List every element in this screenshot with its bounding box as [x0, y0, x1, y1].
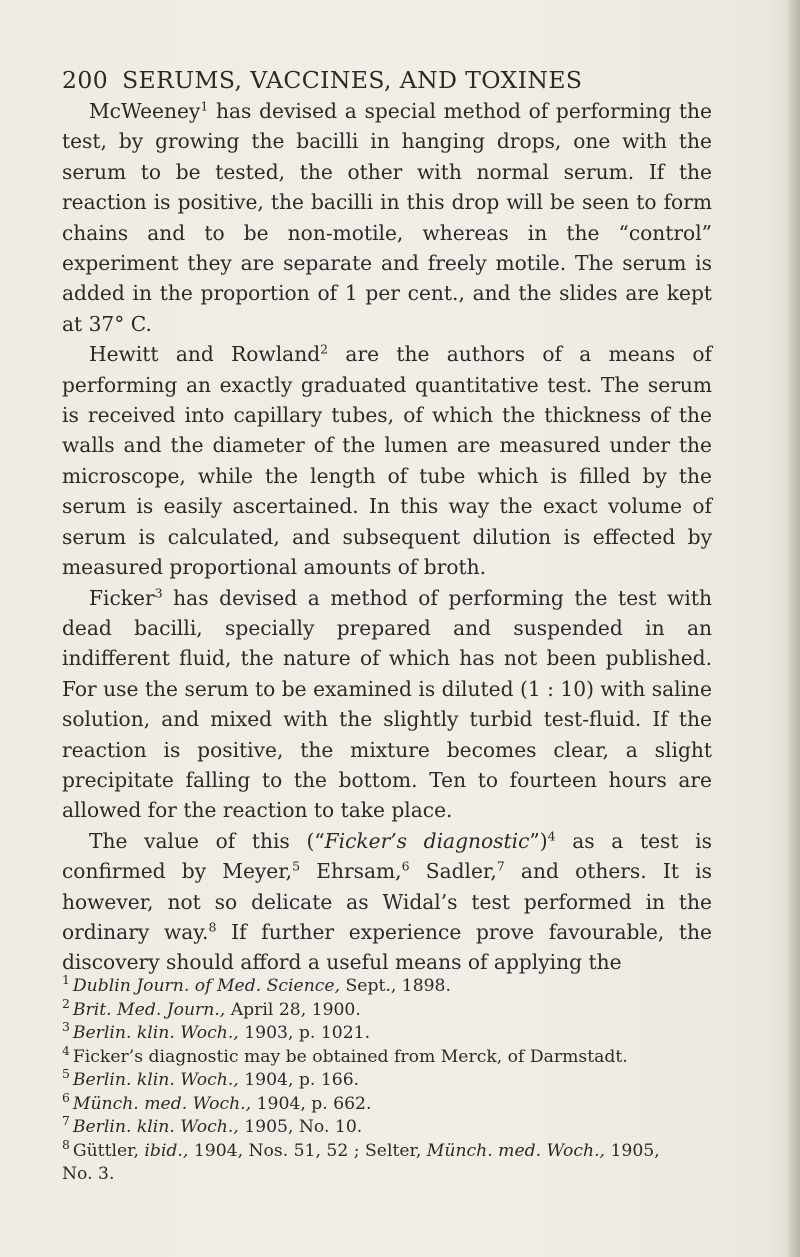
- running-header: [62, 66, 742, 94]
- text-run: Ficker: [89, 585, 155, 610]
- paragraph-value-of-test: [62, 826, 712, 978]
- footnote-source: ibid.,: [144, 1140, 189, 1161]
- footnote-continuation: No. 3.: [62, 1164, 115, 1184]
- footnote-text: 1904, p. 662.: [251, 1093, 372, 1114]
- footnote-ref: 6: [401, 858, 410, 874]
- footnote-text: Güttler,: [72, 1140, 145, 1161]
- footnote-text: 1903, p. 1021.: [238, 1023, 371, 1043]
- footnote-text: 1904, p. 166.: [238, 1070, 360, 1090]
- footnote-ref: 7: [496, 858, 505, 874]
- footnote-ref: 2: [320, 341, 329, 357]
- footnote-source: Münch. med. Woch.,: [72, 1093, 252, 1114]
- footnote-source: Berlin. klin. Woch.,: [72, 1023, 239, 1043]
- paragraph-ficker: [62, 583, 712, 826]
- text-run: ”): [529, 828, 548, 853]
- footnote: [62, 1116, 720, 1140]
- text-run: If further experience prove favourable, the discovery should afford a useful means of applying the: [62, 919, 712, 975]
- footnote-text: 1905, No. 10.: [238, 1117, 363, 1137]
- footnote-ref: 3: [154, 584, 163, 600]
- footnote: [62, 996, 720, 1023]
- footnote-mark: 4: [62, 1043, 70, 1058]
- footnote: [62, 1043, 720, 1070]
- paragraph-mcweeney: [62, 96, 712, 339]
- text-run: and others. It is however, not so delicate as Widal’s test performed in the ordinary way.: [62, 859, 712, 944]
- footnote-source: Dublin Journ. of Med. Science,: [72, 976, 341, 996]
- page-number: 200: [62, 66, 109, 94]
- text-run: Ehrsam,: [300, 859, 402, 884]
- footnote-source: Berlin. klin. Woch.,: [72, 1117, 239, 1137]
- body-text: [62, 96, 712, 978]
- text-run: has devised a method of performing the test with dead bacilli, specially prepared and suspended in an indifferent fluid, the nature of which has not been published. For use the serum to be examined is diluted (1 : 10) with saline solution, and mixed with the slightly turbid test-fluid. If the reaction is positive, the mixture becomes clear, a slight precipitate falling to the bottom. Ten to fourteen hours are allowed for the reaction to take place.: [62, 585, 712, 823]
- running-title: SERUMS, VACCINES, AND TOXINES: [122, 66, 583, 94]
- footnotes: [62, 975, 720, 1187]
- footnote: [62, 1090, 720, 1117]
- footnote-text: Ficker’s diagnostic may be obtained from Merck, of Darmstadt.: [72, 1046, 628, 1067]
- text-run: as a test is confirmed by Meyer,: [62, 828, 712, 884]
- footnote-mark: 8: [62, 1137, 70, 1152]
- text-run: The value of this (“: [89, 828, 325, 853]
- text-run: Hewitt and Rowland: [89, 342, 321, 367]
- footnote: [62, 1022, 720, 1046]
- footnote: [62, 1137, 720, 1164]
- italic-title: Ficker’s diagnostic: [324, 828, 530, 853]
- footnote-mark: 5: [62, 1067, 70, 1082]
- text-run: Sadler,: [409, 859, 497, 884]
- paragraph-hewitt-rowland: [62, 339, 712, 582]
- footnote-mark: 7: [62, 1114, 70, 1129]
- footnote-ref: 5: [292, 858, 301, 874]
- footnote: [62, 1069, 720, 1093]
- footnote-text: 1905,: [605, 1140, 660, 1161]
- footnote-mark: 6: [62, 1090, 70, 1105]
- footnote: [62, 975, 720, 999]
- page-edge: [788, 0, 800, 1257]
- footnote-text: April 28, 1900.: [225, 999, 361, 1020]
- footnote-mark: 1: [62, 973, 70, 988]
- text-run: McWeeney: [89, 99, 201, 123]
- footnote-source: Brit. Med. Journ.,: [72, 999, 226, 1020]
- footnote-mark: 3: [62, 1020, 70, 1035]
- footnote-source: Münch. med. Woch.,: [426, 1140, 606, 1161]
- footnote-source: Berlin. klin. Woch.,: [72, 1070, 239, 1090]
- footnote-ref: 1: [200, 98, 209, 114]
- text-run: are the authors of a means of performing an exactly graduated quantitative test. The serum is received into capillary tubes, of which the thickness of the walls and the diameter of the lumen are measured under the microscope, while the length of tube which is filled by the serum is easily ascertained. In this way the exact volume of serum is calculated, and subsequent dilution is effected by measured proportional amounts of broth.: [62, 342, 713, 580]
- footnote-text: Sept., 1898.: [340, 976, 451, 996]
- text-run: has devised a special method of performing the test, by growing the bacilli in hanging drops, one with the serum to be tested, the other with normal serum. If the reaction is positive, the bacilli in this drop will be seen to form chains and to be non-motile, whereas in the “control” experiment they are separate and freely motile. The serum is added in the proportion of 1 per cent., and the slides are kept at 37° C.: [62, 99, 712, 336]
- footnote-mark: 2: [62, 996, 70, 1011]
- footnote-ref: 4: [547, 828, 556, 844]
- footnote-text: 1904, Nos. 51, 52 ; Selter,: [188, 1140, 427, 1161]
- footnote-ref: 8: [208, 919, 217, 935]
